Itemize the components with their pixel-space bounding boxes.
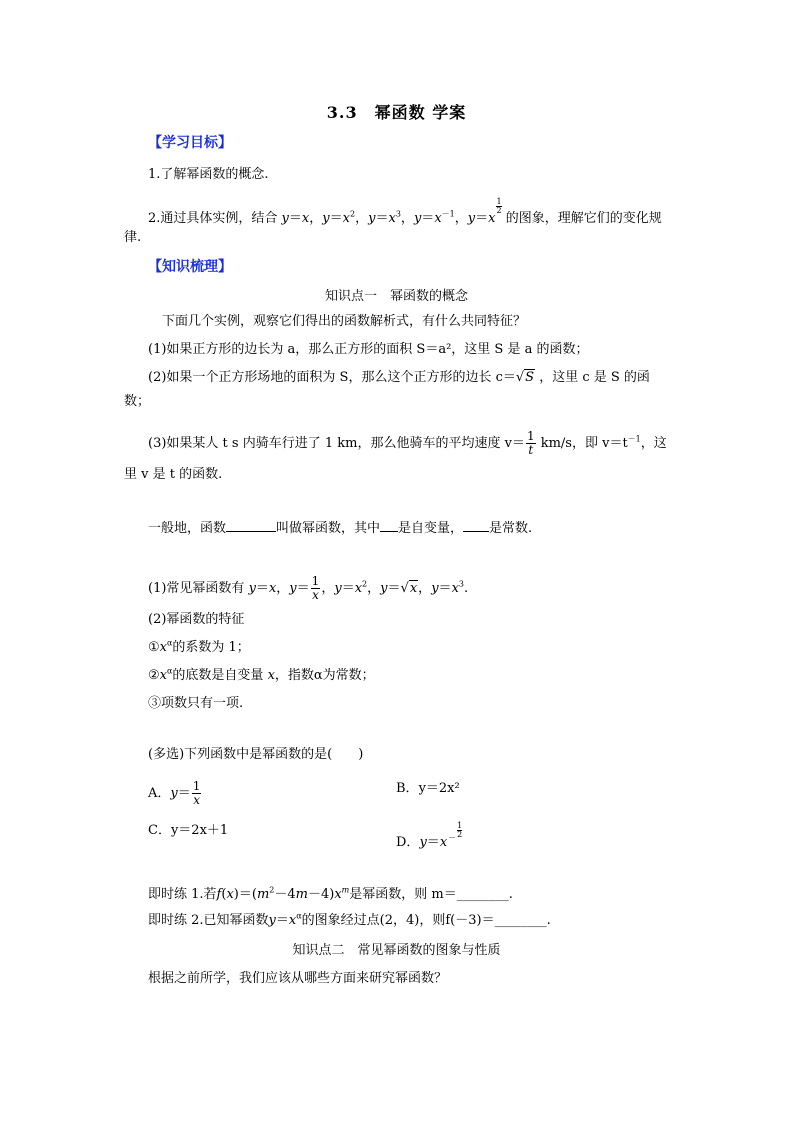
knowledge-point-2-heading: 知识点二 常见幂函数的图象与性质 [292,943,501,958]
option-a: A．y＝ $\frac{1}{x}$ [148,779,201,807]
definition-b: 叫做幂函数，其中 [276,521,381,536]
common-list: y＝x，y＝ $\frac{1}{x}$ ，$y=x^2$，y＝√x，$y=x^3$. [248,574,469,602]
feature-2: $②x^\alpha$的底数是自变量 x，指数α为常数； [148,666,375,683]
practice-1 [148,886,513,904]
blank-function[interactable] [226,519,276,532]
example-2 [148,369,650,387]
feature-3: ③项数只有一项. [148,696,244,711]
knowledge-point-1-heading: 知识点一 幂函数的概念 [324,289,468,304]
kp1-intro: 下面几个实例，观察它们得出的函数解析式，有什么共同特征？ [162,314,527,329]
example-2-continued: 数； [124,394,151,409]
common-power-functions [148,575,468,602]
practice-2-b: 的图象经过点(2，4)，则 [301,913,446,928]
definition-a: 一般地，函数 [148,521,227,536]
example-3-a: (3)如果某人 t s 内骑车行进了 1 km，那么他骑车的平均速度 v＝ [148,436,525,451]
example-3-continued: 里 v 是 t 的函数. [124,467,223,482]
practice-2-a: 即时练 2.已知幂函数 [148,913,269,928]
feature-2-a: 的底数是自变量 [172,668,264,683]
definition-c: 是自变量， [398,521,464,536]
option-c [148,822,228,840]
option-a-label: A． [148,786,171,801]
option-b-label: B． [396,781,419,796]
option-b-text: y＝2x² [418,781,460,796]
kp2-question: 根据之前所学，我们应该从哪些方面来研究幂函数？ [148,971,448,986]
definition-d: 是常数. [489,521,533,536]
goal-2-functions: y＝x，$y=x^2$，$y=x^3$，$y=x^{-1}$，y＝x $\frac{1}{2}$ [281,197,502,226]
option-b [396,780,460,798]
practice-1-formula: $f(x)=(m^2-4m-4)x^m$ [216,885,350,902]
feature-1-text: 的系数为 1； [172,640,250,655]
section-heading-knowledge: 【知识梳理】 [148,259,232,275]
definition-line [148,519,532,538]
example-1: (1)如果正方形的边长为 a，那么正方形的面积 S＝a²，这里 S 是 a 的函数； [148,342,589,357]
practice-2 [148,912,551,930]
example-2-b: ，这里 c 是 S 的函 [539,370,650,385]
feature-2-b: ，指数α为常数； [274,668,375,683]
goal-2 [148,198,662,228]
option-c-label: C． [148,823,171,838]
page-title: 3.3 幂函数 学案 [326,103,467,122]
common-a: (1)常见幂函数有 [148,581,245,596]
fraction-1-over-t: $\frac{1}{t}$ [526,429,535,457]
goal-1: 1.了解幂函数的概念. [148,167,269,182]
feature-1: $①x^\alpha$的系数为 1； [148,638,250,655]
option-c-text: y＝2x＋1 [170,823,229,838]
option-d: D．y＝x － $\frac{1}{2}$ [396,821,463,850]
example-3: (3)如果某人 t s 内骑车行进了 1 km，那么他骑车的平均速度 v＝ $\frac{1}{t}$ km/s，即 $v=t^{-1}$，这 [148,429,667,457]
option-d-label: D． [396,835,420,850]
practice-2-formula: $y=x^\alpha$ [268,911,302,928]
practice-1-a: 即时练 1.若 [148,887,217,902]
example-3-c: ，这 [640,436,667,451]
practice-1-b: 是幂函数，则 [349,887,428,902]
example-2-a: (2)如果一个正方形场地的面积为 S，那么这个正方形的边长 c＝ [148,370,516,385]
blank-constant[interactable] [463,519,489,532]
example-3-b: km/s，即 v＝t [540,436,628,451]
goal-2-prefix: 2.通过具体实例，结合 [148,211,278,226]
practice-1-c: m＝________. [431,887,513,902]
practice-2-c: f(－3)＝________. [445,913,551,928]
goal-2-suffix: 的图象，理解它们的变化规 [505,211,662,226]
sqrt-s: √S [515,370,535,385]
blank-variable[interactable] [380,519,398,532]
question-stem: (多选)下列函数中是幂函数的是( ) [148,747,364,762]
goal-2-continued: 律. [124,230,142,245]
features-title: (2)幂函数的特征 [148,612,245,627]
section-heading-goals: 【学习目标】 [148,135,232,151]
